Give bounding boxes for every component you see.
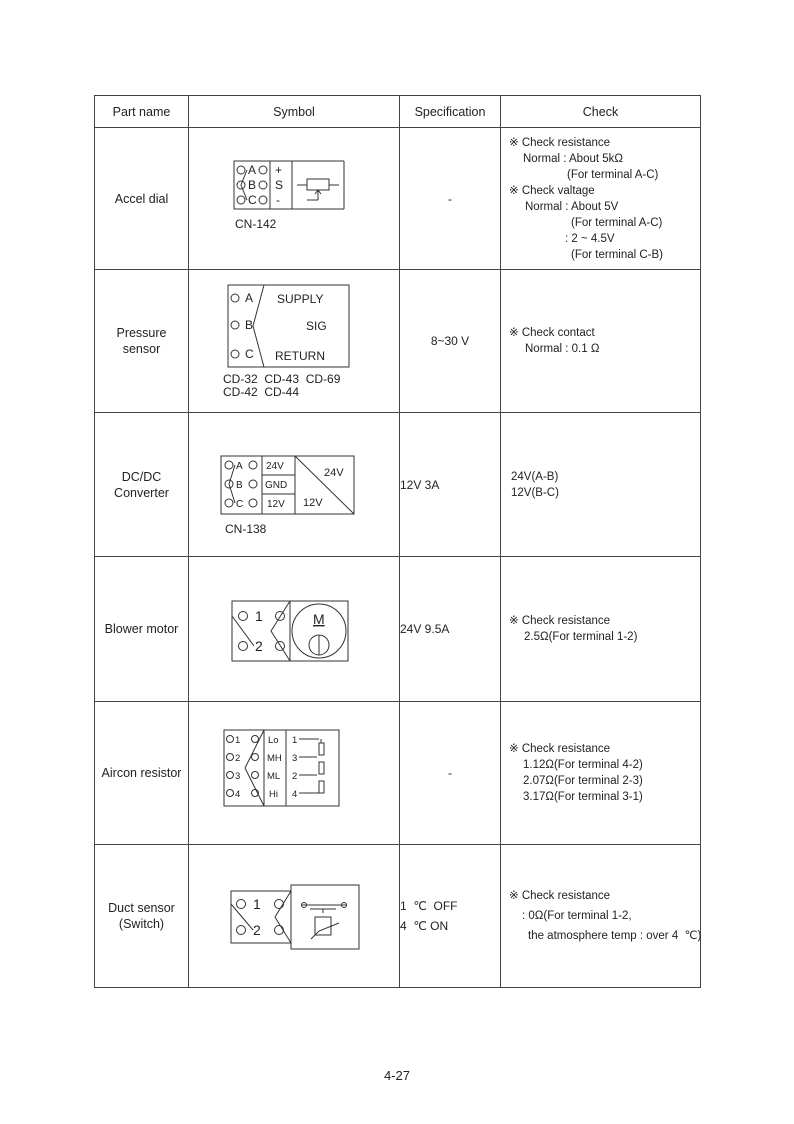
- pin-label: 1: [292, 735, 298, 746]
- part-name: Pressure sensor: [95, 270, 189, 413]
- symbol-cell: [189, 557, 400, 702]
- dcdc-converter-symbol: [189, 413, 400, 556]
- connector-label: CD-32 CD-43 CD-69: [223, 372, 341, 386]
- table-row: [95, 845, 701, 988]
- specification: 12V 3A: [400, 413, 501, 557]
- blower-motor-symbol: [189, 557, 400, 701]
- part-name: Accel dial: [95, 128, 189, 270]
- connector-label: CN-138: [225, 522, 267, 536]
- output-12v-label: 12V: [303, 497, 323, 509]
- pin-label: 2: [292, 771, 298, 782]
- table-row: [95, 128, 701, 270]
- part-name: Duct sensor (Switch): [95, 845, 189, 988]
- specification: -: [400, 702, 501, 845]
- table-row: [95, 413, 701, 557]
- symbol-cell: [189, 845, 400, 988]
- table-row: [95, 557, 701, 702]
- terminal-2-label: 2: [255, 638, 263, 654]
- terminal-b-label: B: [236, 480, 243, 491]
- check-info: ※ Check resistance : 0Ω(For terminal 1-2, the atmosphere temp : over 4 ℃): [501, 845, 701, 988]
- part-name: DC/DC Converter: [95, 413, 189, 557]
- check-info: ※ Check contact Normal : 0.1 Ω: [501, 270, 701, 413]
- connector-label: CN-142: [235, 217, 277, 231]
- aircon-resistor-symbol: [189, 702, 400, 844]
- specification: 1 ℃ OFF 4 ℃ ON: [400, 845, 501, 988]
- speed-lo-label: Lo: [268, 735, 279, 746]
- pin-label: 4: [292, 789, 298, 800]
- header-specification: Specification: [400, 96, 501, 128]
- symbol-cell: [189, 270, 400, 413]
- header-part-name: Part name: [95, 96, 189, 128]
- symbol-cell: [189, 702, 400, 845]
- check-info: 24V(A-B) 12V(B-C): [501, 413, 701, 557]
- terminal-4-label: 4: [235, 789, 241, 800]
- terminal-b-label: B: [245, 318, 254, 332]
- terminal-c-label: C: [245, 347, 254, 361]
- signal-return-label: RETURN: [275, 349, 325, 363]
- signal-12v-label: 12V: [267, 499, 285, 510]
- terminal-1-label: 1: [255, 608, 263, 624]
- signal-s-label: S: [275, 178, 284, 192]
- symbol-cell: [189, 128, 400, 270]
- check-info: ※ Check resistance 1.12Ω(For terminal 4-2) 2.07Ω(For terminal 2-3) 3.17Ω(For terminal 3-1): [501, 702, 701, 845]
- terminal-1-label: 1: [253, 896, 261, 912]
- terminal-2-label: 2: [253, 922, 261, 938]
- terminal-c-label: C: [248, 193, 257, 207]
- motor-m-label: M: [313, 611, 325, 627]
- terminal-a-label: A: [236, 461, 243, 472]
- output-24v-label: 24V: [324, 467, 344, 479]
- pressure-sensor-symbol: [189, 270, 400, 412]
- speed-ml-label: ML: [267, 771, 281, 782]
- page-number: 4-27: [383, 1068, 411, 1083]
- table-row: [95, 702, 701, 845]
- speed-mh-label: MH: [267, 753, 282, 764]
- speed-hi-label: Hi: [269, 789, 278, 800]
- check-info: ※ Check resistance Normal : About 5kΩ (For terminal A-C) ※ Check valtage Normal : About 5V (For terminal A-C) : 2 ~ 4.5V (For terminal C-B): [501, 128, 701, 270]
- parts-table: [94, 95, 701, 988]
- header-check: Check: [501, 96, 701, 128]
- terminal-b-label: B: [248, 178, 257, 192]
- specification: 8~30 V: [400, 270, 501, 413]
- signal-supply-label: SUPPLY: [277, 292, 324, 306]
- signal-gnd-label: GND: [265, 480, 288, 491]
- terminal-3-label: 3: [235, 771, 241, 782]
- signal-sig-label: SIG: [306, 319, 327, 333]
- specification: 24V 9.5A: [400, 557, 501, 702]
- header-symbol: Symbol: [189, 96, 400, 128]
- symbol-cell: [189, 413, 400, 557]
- table-row: [95, 270, 701, 413]
- terminal-1-label: 1: [235, 735, 241, 746]
- check-info: ※ Check resistance 2.5Ω(For terminal 1-2): [501, 557, 701, 702]
- signal-plus-label: +: [275, 163, 283, 177]
- terminal-a-label: A: [248, 163, 257, 177]
- terminal-c-label: C: [236, 499, 244, 510]
- part-name: Blower motor: [95, 557, 189, 702]
- table-header-row: [95, 96, 701, 128]
- connector-label: CD-42 CD-44: [223, 385, 300, 399]
- terminal-2-label: 2: [235, 753, 241, 764]
- duct-sensor-symbol: [189, 845, 400, 987]
- part-name: Aircon resistor: [95, 702, 189, 845]
- accel-dial-symbol: [189, 128, 400, 269]
- terminal-a-label: A: [245, 291, 254, 305]
- specification: -: [400, 128, 501, 270]
- pin-label: 3: [292, 753, 298, 764]
- signal-24v-label: 24V: [266, 461, 284, 472]
- signal-minus-label: -: [276, 193, 280, 207]
